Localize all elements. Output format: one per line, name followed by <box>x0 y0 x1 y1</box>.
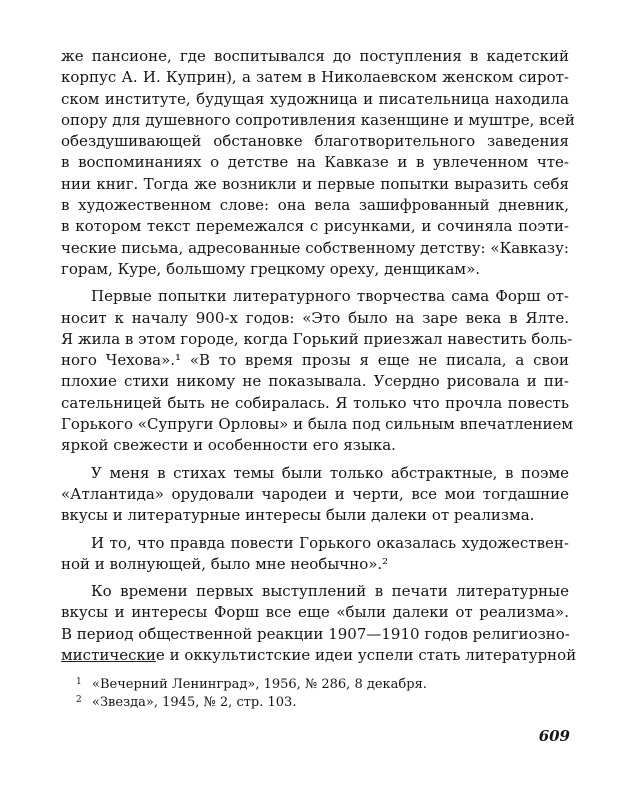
text-line: ском институте, будущая художница и писательница находила <box>61 89 569 108</box>
footnote <box>76 694 536 712</box>
text-line: Горького «Супруги Орловы» и была под сильным впечатлением <box>61 415 574 434</box>
text-line: ческие письма, адресованные собственному детству: «Кавказу: <box>61 238 569 257</box>
text-line: в воспоминаниях о детстве на Кавказе и в увлеченном чте- <box>61 153 569 172</box>
text-line: сательницей быть не собиралась. Я только что прочла повесть <box>61 393 569 412</box>
footnote-text: «Вечерний Ленинград», 1956, № 286, 8 декабря. <box>92 677 427 692</box>
paragraph-start-line: У меня в стихах темы были только абстрактные, в поэме <box>91 463 569 482</box>
footnote-text: «Звезда», 1945, № 2, стр. 103. <box>92 695 297 710</box>
text-line: нии книг. Тогда же возникли и первые попытки выразить себя <box>61 174 569 193</box>
footnote <box>76 676 536 694</box>
text-line: вкусы и литературные интересы были далеки от реализма. <box>61 506 535 525</box>
paragraph-start-line: Ко времени первых выступлений в печати литературные <box>91 582 569 601</box>
text-line: плохие стихи никому не показывала. Усердно рисовала и пи- <box>61 372 569 391</box>
text-line: корпус А. И. Куприн), а затем в Николаевском женском сирот- <box>61 68 569 87</box>
text-line: в художественном слове: она вела зашифрованный дневник, <box>61 196 569 215</box>
text-line: обездушивающей обстановке благотворительного заведения <box>61 132 569 151</box>
text-line: В период общественной реакции 1907—1910 годов религиозно- <box>61 624 570 643</box>
paragraph-start-line: И то, что правда повести Горького оказалась художествен- <box>91 533 569 552</box>
text-line: мистические и оккультистские идеи успели стать литературной <box>61 646 577 665</box>
footnote-divider <box>61 661 156 662</box>
body-text <box>61 46 577 666</box>
page-number: 609 <box>538 727 570 745</box>
text-line: ного Чехова».¹ «В то время прозы я еще не писала, а свои <box>61 351 569 370</box>
text-line: опору для душевного сопротивления казенщине и муштре, всей <box>61 110 575 129</box>
footnote-mark: 1 <box>76 677 82 687</box>
text-line: вкусы и интересы Форш все еще «были далеки от реализма». <box>61 603 569 622</box>
footnotes <box>76 676 536 712</box>
footnote-mark: 2 <box>76 695 82 705</box>
text-line: ной и волнующей, было мне необычно».² <box>61 554 389 573</box>
text-line: яркой свежести и особенности его языка. <box>61 436 396 455</box>
text-line: Я жила в этом городе, когда Горький приезжал навестить боль- <box>61 329 573 348</box>
text-line: в котором текст перемежался с рисунками, и сочиняла поэти- <box>61 217 569 236</box>
text-line: «Атлантида» орудовали чародеи и черти, все мои тогдашние <box>61 484 569 503</box>
paragraph-start-line: Первые попытки литературного творчества сама Форш от- <box>91 287 569 306</box>
text-line: горам, Куре, большому грецкому ореху, денщикам». <box>61 259 481 278</box>
text-line: же пансионе, где воспитывался до поступления в кадетский <box>61 47 569 65</box>
text-line: носит к началу 900-х годов: «Это было на заре века в Ялте. <box>61 308 569 327</box>
